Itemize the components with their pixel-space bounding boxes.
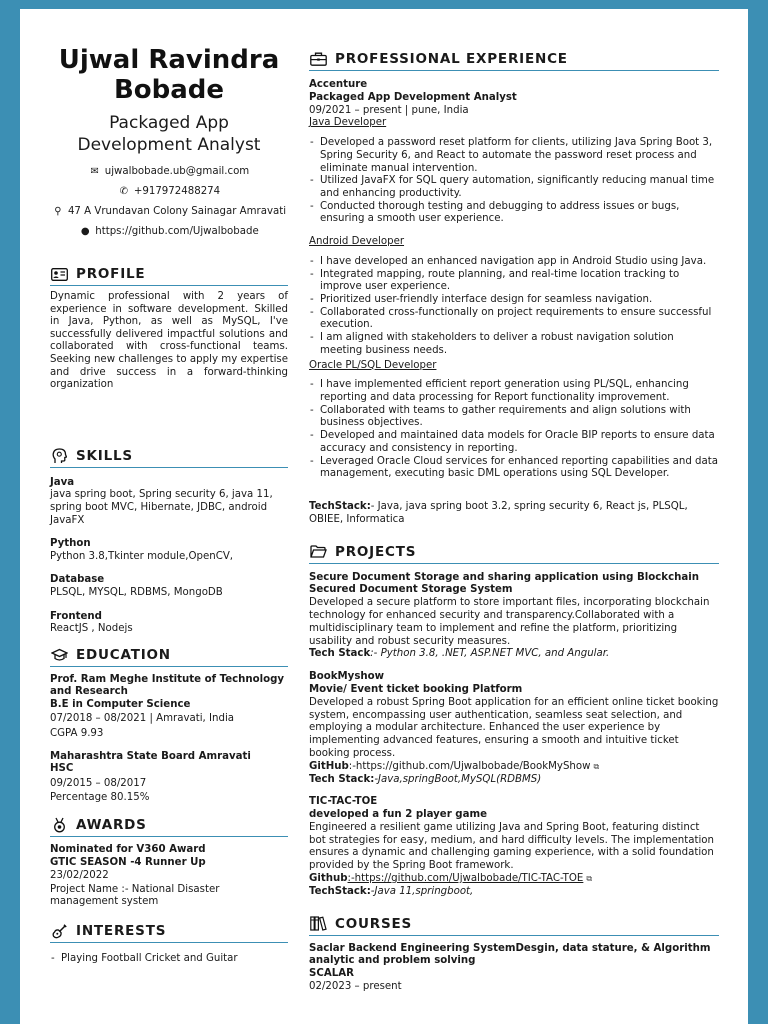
list-item: - Collaborated with teams to gather requirements and align solutions with business objectives.: [309, 405, 719, 430]
course-entry: [309, 943, 719, 994]
right-column: [309, 49, 719, 994]
project-entry: [309, 572, 719, 662]
list-item: - Prioritized user-friendly interface design for seamless navigation.: [309, 294, 719, 307]
contact-address: ⚲ 47 A Vrundavan Colony Sainagar Amravati: [50, 202, 288, 222]
phone-icon: ✆: [119, 186, 129, 197]
experience-heading: PROFESSIONAL EXPERIENCE: [335, 51, 568, 67]
list-item: - I am aligned with stakeholders to deliver a robust navigation solution meeting business needs.: [309, 332, 719, 357]
project-title: BookMyshow: [309, 671, 385, 683]
project-github-link[interactable]: [309, 761, 719, 774]
project-description: Engineered a resilient game utilizing Java and Spring Boot, featuring distinct bot strategies for easy, medium, and hard difficulty levels. The implementation ensures a dynamic and challenging gaming experience, with a solid foundation provided by the Spring Boot framework.: [309, 821, 714, 872]
candidate-name: Ujwal Ravindra Bobade: [58, 45, 280, 105]
course-org: SCALAR: [309, 968, 354, 980]
list-item: - Integrated mapping, route planning, and real-time location tracking to improve user experience.: [309, 269, 719, 294]
techstack-label: Tech Stack: [309, 648, 371, 660]
github-url[interactable]: :-https://github.com/Ujwalbobade/TIC-TAC-TOE: [347, 873, 584, 885]
projects-section-header: [309, 542, 719, 564]
experience-role: Packaged App Development Analyst: [309, 91, 517, 103]
contact-email[interactable]: ✉ ujwalbobade.ub@gmail.com: [50, 162, 288, 182]
project-github-link[interactable]: [309, 873, 719, 886]
contact-phone[interactable]: ✆ +917972488274: [50, 182, 288, 202]
course-title: Saclar Backend Engineering SystemDesgin, data stature, & Algorithm analytic and problem solving: [309, 942, 711, 967]
education-degree: HSC: [50, 763, 74, 775]
awards-section-header: [50, 815, 288, 837]
awards-heading: AWARDS: [76, 817, 147, 834]
education-section-header: [50, 645, 288, 667]
profile-heading: PROFILE: [76, 266, 146, 282]
techstack-label: TechStack:: [309, 500, 371, 512]
list-item: - Developed a password reset platform for clients, utilizing Java Spring Boot 3, Spring Security 6, and React to automate the password reset process and eliminate manual intervention.: [309, 137, 719, 175]
experience-bullets: [309, 256, 719, 358]
course-dates: 02/2023 – present: [309, 981, 402, 993]
skill-group-title: Java: [50, 476, 75, 488]
courses-section-header: [309, 914, 719, 936]
experience-bullets: [309, 379, 719, 481]
award-subtitle: GTIC SEASON -4 Runner Up: [50, 856, 206, 868]
interests-heading: INTERESTS: [76, 923, 167, 939]
resume-page: [20, 9, 748, 1024]
github-label: Github: [309, 873, 348, 885]
profile-summary: Dynamic professional with 2 years of experience in software development. Skilled in Java, Python, as well as MySQL, I've successfully delivered impactful solutions and collaborated with cross-functional teams. Seeking new challenges to apply my expertise and drive success in a forward-thinking organization: [50, 291, 288, 391]
skill-group-text: java spring boot, Spring security 6, java 11, spring boot MVC, Hibernate, JDBC, android JavaFX: [50, 489, 273, 526]
project-title: Secure Document Storage and sharing application using Blockchain: [309, 571, 699, 583]
list-item: - I have developed an enhanced navigation app in Android Studio using Java.: [309, 256, 719, 269]
candidate-title: Packaged App Development Analyst: [77, 113, 261, 155]
project-subtitle: developed a fun 2 player game: [309, 809, 487, 821]
left-column: [50, 45, 288, 966]
education-dates: 07/2018 – 08/2021 | Amravati, India: [50, 713, 235, 725]
techstack-label: TechStack:: [309, 885, 371, 897]
experience-dates: 09/2021 – present | pune, India: [309, 104, 469, 116]
profile-section-header: [50, 264, 288, 286]
location-pin-icon: ⚲: [54, 206, 62, 217]
award-project: Project Name :- National Disaster management system: [50, 883, 220, 908]
guitar-icon: [50, 923, 68, 939]
list-item: - Developed and maintained data models for Oracle BIP reports to ensure data accuracy and consistency in reporting.: [309, 430, 719, 455]
books-icon: [309, 916, 327, 932]
education-school: Maharashtra State Board Amravati: [50, 750, 251, 762]
techstack-value: - Java, java spring boot 3.2, spring security 6, React js, PLSQL, OBIEE, Informatica: [309, 500, 688, 525]
experience-bullets: [309, 137, 719, 226]
folder-icon: [309, 544, 327, 560]
experience-subrole: Android Developer: [309, 236, 405, 248]
skill-group-text: PLSQL, MYSQL, RDBMS, MongoDB: [50, 586, 223, 598]
skills-list: [50, 477, 288, 636]
award-title: Nominated for V360 Award: [50, 844, 206, 856]
contact-block: [50, 162, 288, 242]
skills-heading: SKILLS: [76, 447, 133, 464]
techstack-value: :- Python 3.8, .NET, ASP.NET MVC, and Angular.: [370, 648, 610, 660]
projects-heading: PROJECTS: [335, 543, 417, 560]
skills-section-header: [50, 446, 288, 468]
medal-icon: [50, 817, 68, 833]
experience-subrole: Java Developer: [309, 117, 387, 129]
skill-group-text: Python 3.8,Tkinter module,OpenCV,: [50, 550, 234, 562]
project-techstack: [309, 648, 719, 661]
techstack-value: -Java,springBoot,MySQL(RDBMS): [374, 773, 542, 785]
education-school: Prof. Ram Meghe Institute of Technology and Research: [50, 673, 285, 698]
skill-group-text: ReactJS , Nodejs: [50, 623, 133, 635]
envelope-icon: ✉: [90, 166, 99, 177]
education-dates: 09/2015 – 08/2017: [50, 777, 147, 789]
skill-group-title: Database: [50, 574, 105, 586]
head-brain-icon: [50, 448, 68, 464]
list-item: - Collaborated cross-functionally on project requirements to ensure successful execution.: [309, 307, 719, 332]
list-item: - Leveraged Oracle Cloud services for enhanced reporting capabilities and data management, executing basic DML operations using SQL Developer.: [309, 456, 719, 481]
project-title: TIC-TAC-TOE: [309, 796, 378, 808]
skill-group: [50, 611, 288, 636]
education-heading: EDUCATION: [76, 646, 171, 663]
award-entry: [50, 844, 288, 909]
list-item: - Utilized JavaFX for SQL query automation, significantly reducing manual time and enhancing productivity.: [309, 175, 719, 200]
skill-group-title: Frontend: [50, 610, 102, 622]
education-entry: [50, 674, 288, 741]
project-techstack: [309, 886, 719, 899]
external-link-icon: ⧉: [586, 874, 593, 884]
skill-group: [50, 574, 288, 599]
project-description: Developed a secure platform to store important files, incorporating blockchain technology for enhanced security and transparency.Collaborated with a multidisciplinary team to implement and refine the platform, prioritizing usability and robust security measures.: [309, 597, 710, 647]
list-item: - I have implemented efficient report generation using PL/SQL, enhancing reporting and data processing for Report functionality improvement.: [309, 379, 719, 404]
skill-group: [50, 538, 288, 563]
github-icon: ●: [80, 226, 90, 237]
briefcase-icon: [309, 51, 327, 67]
skill-group: [50, 477, 288, 527]
education-score: CGPA 9.93: [50, 728, 104, 740]
experience-entry: [309, 79, 719, 527]
experience-section-header: [309, 49, 719, 71]
education-degree: B.E in Computer Science: [50, 698, 191, 710]
techstack-label: Tech Stack:: [309, 773, 375, 785]
external-link-icon: ⧉: [593, 761, 600, 771]
skill-group-title: Python: [50, 538, 91, 550]
experience-techstack: [309, 501, 719, 527]
id-card-icon: [50, 266, 68, 282]
list-item: - Conducted thorough testing and debugging to address issues or bugs, ensuring a smooth user experience.: [309, 201, 719, 226]
project-entry: [309, 671, 719, 786]
award-date: 23/02/2022: [50, 870, 109, 882]
techstack-value: -Java 11,springboot,: [370, 885, 474, 897]
experience-company: Accenture: [309, 79, 368, 90]
list-item: - Playing Football Cricket and Guitar: [50, 953, 288, 966]
experience-subrole: Oracle PL/SQL Developer: [309, 359, 437, 371]
github-label: GitHub: [309, 760, 349, 772]
graduation-cap-icon: [50, 647, 68, 663]
education-score: Percentage 80.15%: [50, 792, 150, 804]
interests-section-header: [50, 921, 288, 943]
interests-list: [50, 953, 288, 966]
project-subtitle: Movie/ Event ticket booking Platform: [309, 683, 523, 695]
project-subtitle: Secured Document Storage System: [309, 584, 513, 596]
education-entry: [50, 751, 288, 805]
courses-heading: COURSES: [335, 915, 413, 932]
project-entry: [309, 796, 719, 898]
project-techstack: [309, 774, 719, 787]
github-url[interactable]: :-https://github.com/Ujwalbobade/BookMyShow: [348, 760, 591, 772]
contact-github[interactable]: ● https://github.com/Ujwalbobade: [50, 222, 288, 242]
project-description: Developed a robust Spring Boot application for an efficient online ticket booking system, encompassing user authentication, seamless seat selection, and employing a modular architecture. Enhanced the user experience by implementing advanced features, ensuring a smooth and intuitive ticket booking process.: [309, 696, 719, 759]
